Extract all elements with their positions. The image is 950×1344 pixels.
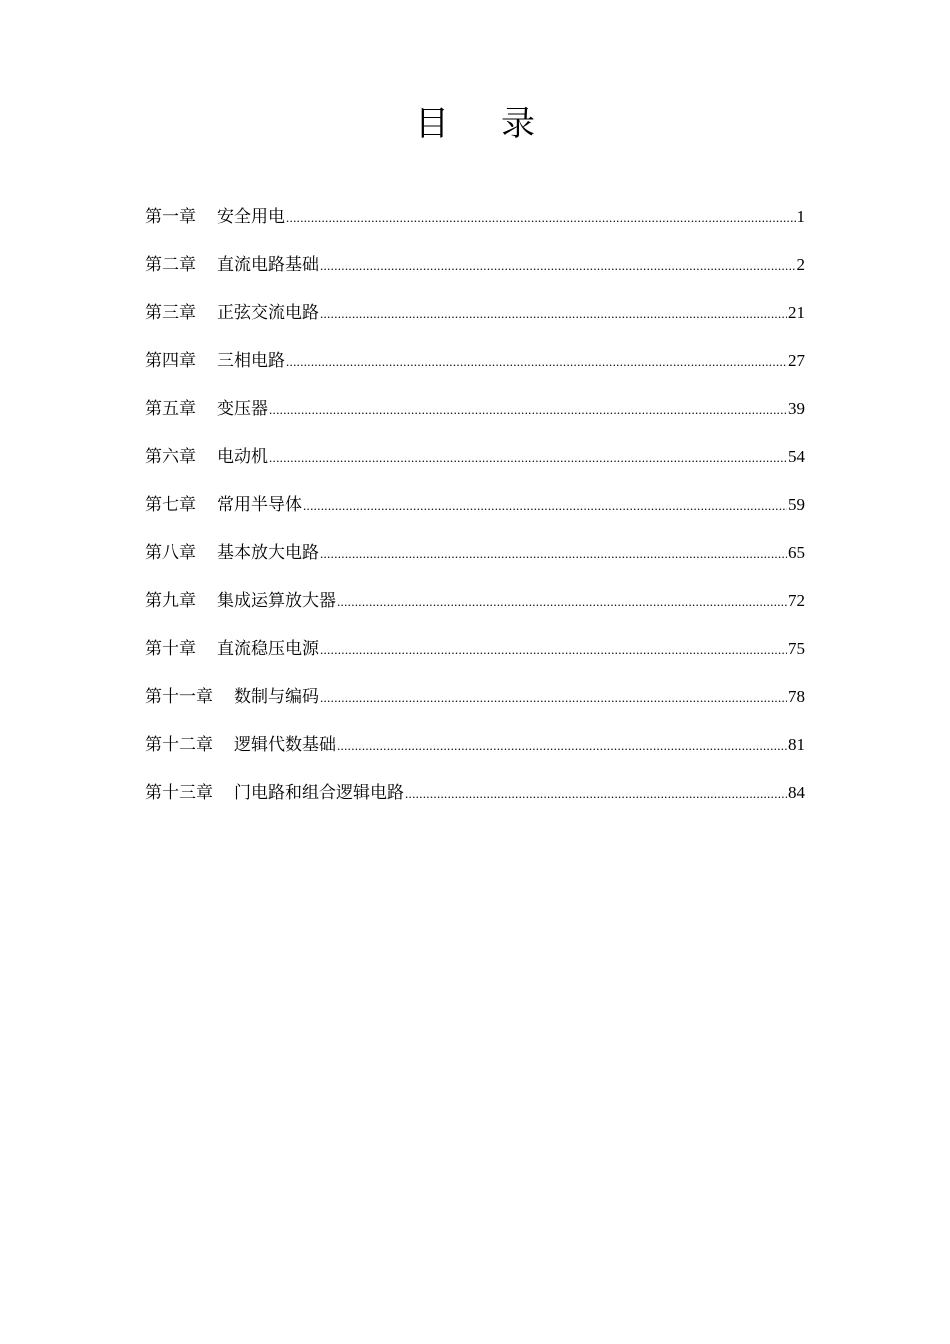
toc-chapter-number: 第二章	[145, 255, 196, 275]
toc-page-number: 54	[788, 447, 805, 466]
toc-entry-3[interactable]	[145, 296, 805, 344]
toc-entry-8[interactable]	[145, 536, 805, 584]
toc-chapter-number: 第十三章	[145, 783, 213, 803]
toc-dot-leader	[320, 537, 787, 571]
toc-entry-6[interactable]	[145, 440, 805, 488]
toc-dot-leader	[269, 441, 787, 475]
toc-chapter-title: 集成运算放大器	[217, 591, 336, 611]
toc-chapter-number: 第十章	[145, 639, 196, 659]
toc-dot-leader	[320, 633, 787, 667]
toc-chapter-title: 变压器	[217, 399, 268, 419]
toc-page-number: 65	[788, 543, 805, 562]
toc-chapter-title: 直流电路基础	[217, 255, 319, 275]
toc-page-number: 1	[796, 207, 805, 226]
toc-entry-1[interactable]	[145, 200, 805, 248]
toc-page-number: 75	[788, 639, 805, 658]
toc-chapter-title: 逻辑代数基础	[234, 735, 336, 755]
toc-chapter-number: 第八章	[145, 543, 196, 563]
toc-chapter-title: 基本放大电路	[217, 543, 319, 563]
toc-chapter-number: 第一章	[145, 207, 196, 227]
toc-dot-leader	[286, 201, 796, 235]
table-of-contents	[145, 200, 805, 824]
page-title-part1: 目	[415, 104, 449, 144]
toc-page-number: 78	[788, 687, 805, 706]
toc-dot-leader	[320, 297, 787, 331]
toc-entry-4[interactable]	[145, 344, 805, 392]
toc-entry-7[interactable]	[145, 488, 805, 536]
toc-entry-11[interactable]	[145, 680, 805, 728]
toc-page-number: 59	[788, 495, 805, 514]
toc-chapter-number: 第九章	[145, 591, 196, 611]
toc-page-number: 72	[788, 591, 805, 610]
toc-chapter-title: 安全用电	[217, 207, 285, 227]
toc-entry-10[interactable]	[145, 632, 805, 680]
toc-chapter-title: 门电路和组合逻辑电路	[234, 783, 404, 803]
toc-page-number: 81	[788, 735, 805, 754]
toc-chapter-title: 电动机	[217, 447, 268, 467]
toc-page-number: 39	[788, 399, 805, 418]
toc-chapter-title: 常用半导体	[217, 495, 302, 515]
toc-chapter-title: 直流稳压电源	[217, 639, 319, 659]
toc-entry-12[interactable]	[145, 728, 805, 776]
toc-page-number: 21	[788, 303, 805, 322]
toc-chapter-number: 第四章	[145, 351, 196, 371]
toc-entry-9[interactable]	[145, 584, 805, 632]
toc-chapter-number: 第五章	[145, 399, 196, 419]
toc-chapter-title: 三相电路	[217, 351, 285, 371]
toc-dot-leader	[320, 249, 796, 283]
toc-chapter-number: 第十二章	[145, 735, 213, 755]
toc-dot-leader	[320, 681, 787, 715]
page-title	[0, 100, 950, 148]
toc-chapter-title: 正弦交流电路	[217, 303, 319, 323]
toc-dot-leader	[286, 345, 787, 379]
toc-dot-leader	[269, 393, 787, 427]
toc-chapter-number: 第七章	[145, 495, 196, 515]
toc-chapter-number: 第十一章	[145, 687, 213, 707]
toc-dot-leader	[337, 585, 787, 619]
page-title-part2: 录	[501, 104, 535, 144]
toc-chapter-number: 第三章	[145, 303, 196, 323]
toc-entry-5[interactable]	[145, 392, 805, 440]
toc-dot-leader	[303, 489, 787, 523]
toc-dot-leader	[405, 777, 787, 811]
toc-page-number: 2	[796, 255, 805, 274]
toc-chapter-title: 数制与编码	[234, 687, 319, 707]
toc-page-number: 84	[788, 783, 805, 802]
toc-dot-leader	[337, 729, 787, 763]
toc-entry-2[interactable]	[145, 248, 805, 296]
toc-chapter-number: 第六章	[145, 447, 196, 467]
toc-entry-13[interactable]	[145, 776, 805, 824]
toc-page-number: 27	[788, 351, 805, 370]
